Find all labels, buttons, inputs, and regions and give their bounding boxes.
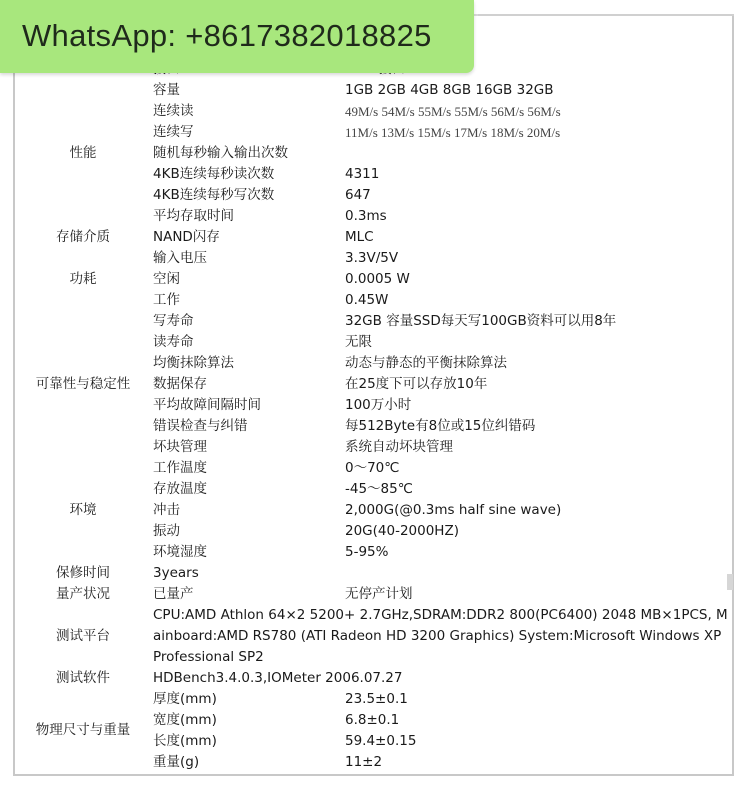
- row-value: 在25度下可以存放10年: [345, 376, 488, 392]
- table-row: [0, 479, 750, 500]
- row-value: 系统自动坏块管理: [345, 439, 453, 455]
- row-value: 11±2: [345, 754, 383, 770]
- table-row: [0, 374, 750, 395]
- table-row: [0, 353, 750, 374]
- row-value: 20G(40-2000HZ): [345, 523, 459, 539]
- table-row: [0, 101, 750, 122]
- row-value: 59.4±0.15: [345, 733, 417, 749]
- table-row: [0, 542, 750, 563]
- row-item: 宽度(mm): [153, 712, 217, 728]
- row-item: 厚度(mm): [153, 691, 217, 707]
- row-value: 无限: [345, 334, 372, 350]
- row-item: 写寿命: [153, 313, 194, 329]
- table-row: [0, 689, 750, 710]
- row-item: 工作温度: [153, 460, 207, 476]
- frame-top-border: [478, 14, 734, 16]
- row-item: 重量(g): [153, 754, 200, 770]
- row-value: 32GB 容量SSD每天写100GB资料可以用8年: [345, 313, 617, 329]
- row-item: 存放温度: [153, 481, 207, 497]
- row-category: 环境: [69, 502, 97, 518]
- row-item: 均衡抹除算法: [153, 355, 234, 371]
- row-item: 工作: [153, 292, 180, 308]
- row-category: 功耗: [69, 271, 97, 287]
- row-item: NAND闪存: [153, 229, 220, 245]
- row-item: 平均存取时间: [153, 208, 234, 224]
- row-value: 23.5±0.1: [345, 691, 408, 707]
- dimensions-group: [0, 689, 750, 773]
- row-item: 3years: [153, 565, 199, 581]
- row-value: 0.3ms: [345, 208, 387, 224]
- table-row: [0, 584, 750, 605]
- row-category: 保修时间: [56, 565, 110, 581]
- row-item: 连续写: [153, 124, 194, 140]
- row-item: 空闲: [153, 271, 180, 287]
- table-row: [0, 563, 750, 584]
- row-item: 振动: [153, 523, 180, 539]
- table-row: [0, 710, 750, 731]
- row-item: 随机每秒输入输出次数: [153, 145, 288, 161]
- row-item: 平均故障间隔时间: [153, 397, 261, 413]
- row-item: 容量: [153, 82, 180, 98]
- row-value: 4311: [345, 166, 380, 182]
- table-row: [0, 80, 750, 101]
- row-category: 测试平台: [56, 628, 110, 644]
- row-value: 0.45W: [345, 292, 389, 308]
- row-item: 坏块管理: [153, 439, 207, 455]
- table-row: [0, 269, 750, 290]
- row-value: 0.0005 W: [345, 271, 410, 287]
- row-item: 4KB连续每秒读次数: [153, 166, 275, 182]
- table-row: [0, 416, 750, 437]
- row-value: 1GB 2GB 4GB 8GB 16GB 32GB: [345, 82, 554, 98]
- test-software-text: HDBench3.4.0.3,IOMeter 2006.07.27: [153, 670, 403, 686]
- row-value: 0～70℃: [345, 460, 400, 476]
- row-value: 无停产计划: [345, 586, 413, 602]
- row-value: 每512Byte有8位或15位纠错码: [345, 418, 536, 434]
- table-row: [0, 500, 750, 521]
- table-row: [0, 248, 750, 269]
- test-software-row: [0, 668, 750, 689]
- row-item: 冲击: [153, 502, 180, 518]
- table-row: [0, 458, 750, 479]
- whatsapp-contact-text: WhatsApp: +8617382018825: [22, 18, 432, 53]
- table-row: [0, 122, 750, 143]
- row-value: 5-95%: [345, 544, 389, 560]
- row-item: 已量产: [153, 586, 194, 602]
- table-row: [0, 332, 750, 353]
- row-item: 读寿命: [153, 334, 194, 350]
- row-value: MLC: [345, 229, 374, 245]
- row-category: 量产状况: [56, 586, 110, 602]
- row-value: 49M/s 54M/s 55M/s 55M/s 56M/s 56M/s: [345, 104, 561, 119]
- row-value: 2,000G(@0.3ms half sine wave): [345, 502, 562, 518]
- row-value: 100万小时: [345, 397, 412, 413]
- spec-table: [0, 59, 750, 773]
- whatsapp-contact-banner[interactable]: [0, 0, 474, 73]
- table-row: [0, 752, 750, 773]
- row-category: 测试软件: [56, 670, 110, 686]
- row-item: 数据保存: [153, 376, 207, 392]
- row-item: 4KB连续每秒写次数: [153, 187, 275, 203]
- table-row: [0, 437, 750, 458]
- row-category: 性能: [69, 145, 97, 161]
- table-row: [0, 143, 750, 164]
- table-row: [0, 227, 750, 248]
- table-row: [0, 290, 750, 311]
- row-item: 环境湿度: [153, 544, 207, 560]
- row-category: 可靠性与稳定性: [35, 376, 131, 392]
- table-row: [0, 185, 750, 206]
- row-item: 长度(mm): [153, 733, 217, 749]
- row-value: 11M/s 13M/s 15M/s 17M/s 18M/s 20M/s: [345, 125, 561, 140]
- test-platform-text: CPU:AMD Athlon 64×2 5200+ 2.7GHz,SDRAM:DDR2 800(PC6400) 2048 MB×1PCS, Mainboard:AMD RS780 (ATI Radeon HD 3200 Graphics) System:Microsoft Windows XP Professional SP2: [153, 607, 728, 665]
- table-row: [0, 311, 750, 332]
- table-row: [0, 164, 750, 185]
- table-row: [0, 731, 750, 752]
- row-value: -45～85℃: [345, 481, 413, 497]
- row-item: 连续读: [153, 103, 194, 119]
- row-value: 动态与静态的平衡抹除算法: [345, 355, 507, 371]
- test-platform-row: [0, 605, 750, 668]
- row-value: 3.3V/5V: [345, 250, 399, 266]
- row-category: 物理尺寸与重量: [35, 722, 131, 738]
- table-row: [0, 395, 750, 416]
- row-item: 错误检查与纠错: [153, 418, 248, 434]
- table-row: [0, 206, 750, 227]
- row-value: 647: [345, 187, 371, 203]
- table-row: [0, 521, 750, 542]
- row-value: 6.8±0.1: [345, 712, 400, 728]
- row-item: 输入电压: [153, 250, 207, 266]
- row-category: 存储介质: [56, 229, 110, 245]
